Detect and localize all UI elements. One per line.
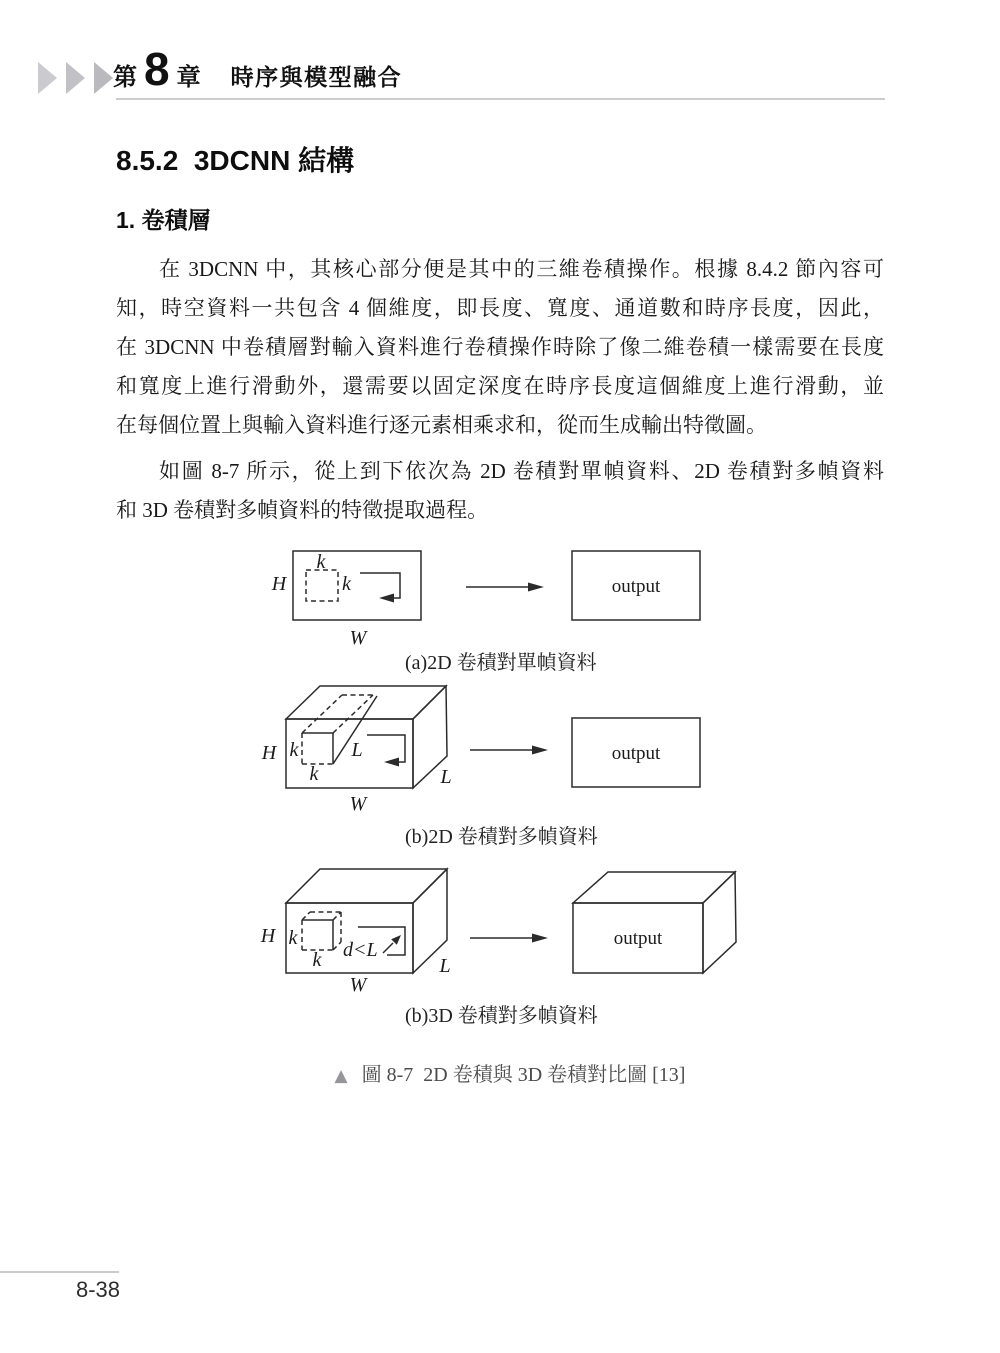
kernel-size-label: k — [289, 739, 299, 761]
chapter-header — [113, 42, 402, 96]
kernel-prism-edge — [333, 695, 373, 733]
kernel-cube-edge — [333, 912, 341, 920]
diagram-canvas — [260, 683, 710, 813]
text-line: 和寬度上進行滑動外，還需要以固定深度在時序長度這個維度上進行滑動，並 — [116, 374, 884, 398]
paragraph — [116, 250, 884, 445]
input-volume-front — [286, 903, 413, 973]
diagram-caption: (a)2D 卷積對單幀資料 — [405, 652, 597, 674]
diagram-3d-conv-multi-frame — [260, 860, 740, 1005]
chevron-right-icon — [66, 62, 85, 94]
input-frame — [293, 551, 421, 620]
kernel-size-label: k — [316, 551, 326, 573]
diagram-canvas — [260, 545, 710, 647]
chapter-number: 8 — [144, 43, 170, 95]
text-line: 在每個位置上與輸入資料進行逐元素相乘求和，從而生成輸出特徵圖。 — [116, 413, 767, 437]
output-volume-top — [573, 872, 735, 903]
diagram-2d-conv-single-frame — [260, 545, 710, 652]
depth-label: L — [351, 739, 363, 761]
chevron-right-icon — [38, 62, 57, 94]
text-line: 知，時空資料一共包含 4 個維度，即長度、寬度、通道數和時序長度，因此， — [116, 296, 884, 320]
height-label: H — [261, 742, 277, 764]
chapter-title: 時序與模型融合 — [230, 64, 403, 90]
slide-diagonal-arrow — [383, 943, 393, 953]
height-label: H — [260, 925, 276, 947]
figure-caption-text: 圖 8-7 2D 卷積與 3D 卷積對比圖 [13] — [361, 1064, 686, 1086]
width-label: W — [349, 793, 367, 813]
flow-arrowhead — [532, 934, 548, 943]
triangle-up-icon: ▲ — [334, 1066, 348, 1086]
height-label: H — [271, 573, 287, 595]
text-line: 在 3DCNN 中卷積層對輸入資料進行卷積操作時除了像二維卷積一樣需要在長度 — [116, 335, 884, 359]
diagram-canvas — [260, 860, 740, 1000]
width-label: W — [349, 974, 367, 996]
kernel-prism-edge — [302, 695, 342, 733]
text-line: 在 3DCNN 中，其核心部分便是其中的三維卷積操作。根據 8.4.2 節內容可 — [159, 257, 884, 281]
output-volume-side — [703, 872, 736, 973]
text-line: 如圖 8-7 所示，從上到下依次為 2D 卷積對單幀資料、2D 卷積對多幀資料 — [159, 459, 884, 483]
chapter-prefix: 第 — [113, 64, 137, 91]
kernel-size-label: k — [312, 949, 322, 971]
slide-path — [367, 735, 405, 762]
subsection-title: 1. 卷積層 — [116, 207, 211, 233]
kernel-size-label: k — [288, 927, 298, 949]
kernel-cube-edge — [333, 942, 341, 950]
slide-arrowhead — [384, 758, 399, 767]
chapter-header-arrows — [38, 62, 113, 94]
header-rule — [116, 98, 885, 100]
output-label: output — [611, 743, 661, 764]
conv-kernel — [306, 570, 338, 601]
diagram-2d-conv-multi-frame — [260, 683, 710, 818]
footer-rule — [0, 1271, 119, 1273]
width-label: W — [349, 627, 367, 647]
depth-label: L — [439, 955, 451, 977]
depth-label: L — [440, 766, 452, 788]
output-label: output — [611, 576, 661, 597]
figure-caption — [0, 1035, 1000, 1110]
output-label: output — [613, 928, 663, 949]
flow-arrowhead — [528, 583, 544, 592]
section-title: 8.5.2 3DCNN 結構 — [116, 145, 355, 176]
kernel-cube-edge — [302, 912, 310, 920]
kernel-size-label: k — [342, 573, 351, 595]
chapter-suffix: 章 — [176, 64, 201, 91]
diagram-caption: (b)3D 卷積對多幀資料 — [405, 1005, 598, 1027]
temporal-depth-label: d<L — [343, 939, 378, 961]
kernel-size-label: k — [309, 763, 319, 785]
input-volume-top — [286, 869, 447, 903]
text-line: 和 3D 卷積對多幀資料的特徵提取過程。 — [116, 498, 489, 522]
page-number: 8-38 — [76, 1277, 121, 1302]
chevron-right-icon — [94, 62, 113, 94]
paragraph — [116, 452, 884, 530]
flow-arrowhead — [532, 746, 548, 755]
slide-arrowhead — [379, 594, 394, 603]
diagram-caption: (b)2D 卷積對多幀資料 — [405, 826, 598, 848]
